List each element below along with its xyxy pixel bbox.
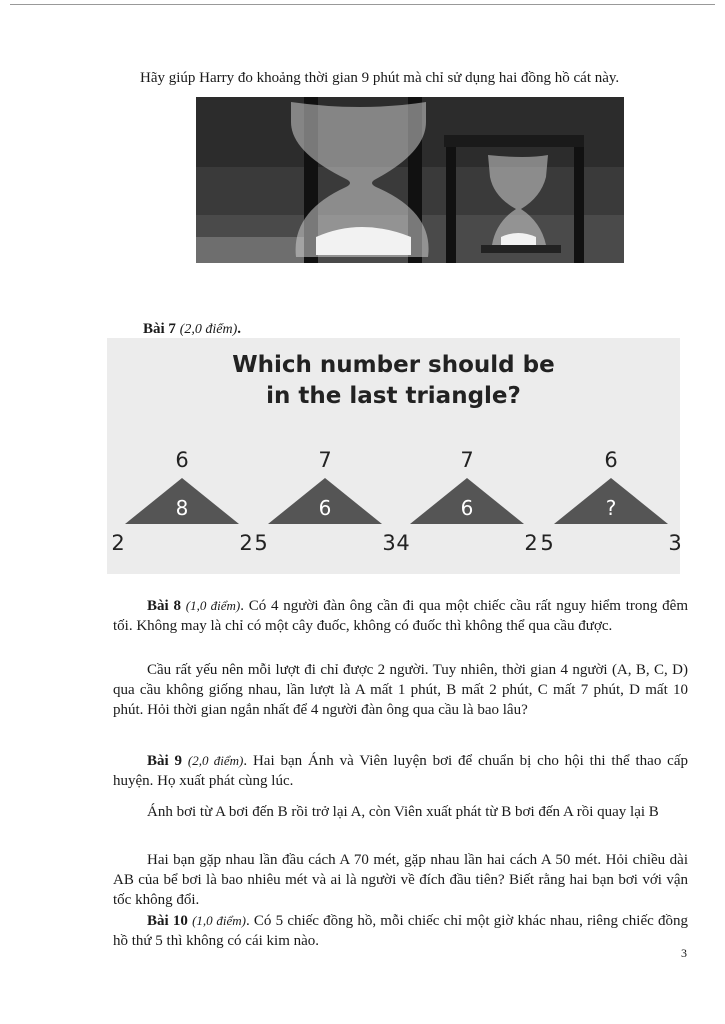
- bai9-label: Bài 9: [147, 753, 183, 769]
- bai9-paragraph-3: [113, 850, 688, 910]
- intro-text: Hãy giúp Harry đo khoảng thời gian 9 phút mà chỉ sử dụng hai đồng hồ cát này.: [140, 70, 620, 86]
- triangle-1-right-number: 2: [239, 531, 253, 555]
- bai9-points: (2,0 điểm): [187, 753, 244, 768]
- triangles-figure: [107, 338, 680, 574]
- bai8-text-2: Cầu rất yếu nên mỗi lượt đi chỉ được 2 người. Tuy nhiên, thời gian 4 người (A, B, C, D) qua cầu không giống nhau, lần lượt là A mất 1 phút, B mất 2 phút, C mất 7 phút, D mất 10 phút. Hỏi thời gian ngắn nhất để 4 người đàn ông qua cầu là bao lâu?: [113, 662, 688, 718]
- bai10-label: Bài 10: [147, 913, 188, 929]
- top-rule: [10, 4, 715, 5]
- triangle-4-center-number: ?: [605, 496, 617, 520]
- bai9-paragraph-2: [113, 802, 688, 822]
- bai10-points: (1,0 điểm): [192, 913, 246, 928]
- triangle-puzzle: [107, 338, 680, 574]
- hourglass-photo: [196, 97, 624, 263]
- bai8-label: Bài 8: [147, 598, 181, 614]
- puzzle-question-line2: in the last triangle?: [266, 383, 521, 409]
- bai9-paragraph-1: [113, 751, 688, 791]
- triangle-4-right-number: 3: [668, 531, 682, 555]
- triangle-4-left-number: 5: [540, 531, 554, 555]
- bai8-paragraph-1: [113, 596, 688, 636]
- bai7-points: (2,0 điểm): [179, 322, 238, 337]
- triangle-2-left-number: 5: [254, 531, 268, 555]
- bai9-text-3: Hai bạn gặp nhau lần đầu cách A 70 mét, gặp nhau lần hai cách A 50 mét. Hỏi chiều dài AB của bể bơi là bao nhiêu mét và ai là người về đích đầu tiên? Biết rằng hai bạn bơi với vận tốc không đổi.: [113, 852, 688, 908]
- triangle-1-top-number: 6: [175, 448, 189, 472]
- puzzle-question-line1: Which number should be: [232, 352, 555, 378]
- triangle-3-right-number: 2: [524, 531, 538, 555]
- bai10-text-1: . Có 5 chiếc đồng hồ, mỗi chiếc chỉ một giờ khác nhau, riêng chiếc đồng hồ thứ 5 thì không có cái kim nào.: [113, 913, 688, 949]
- hourglass-picture: [196, 97, 624, 263]
- bai7-heading: [143, 321, 241, 338]
- triangle-3-left-number: 4: [396, 531, 410, 555]
- triangle-3-top-number: 7: [460, 448, 474, 472]
- bai8-paragraph-2: [113, 660, 688, 720]
- page-number: 3: [681, 946, 687, 960]
- bai9-text-1: . Hai bạn Ánh và Viên luyện bơi để chuẩn bị cho hội thi thể thao cấp huyện. Họ xuất phát cùng lúc.: [113, 753, 688, 789]
- bai7-label: Bài 7: [143, 321, 176, 337]
- bai9-text-2: Ánh bơi từ A bơi đến B rồi trở lại A, còn Viên xuất phát từ B bơi đến A rồi quay lại B: [147, 804, 659, 820]
- bai8-text-1: . Có 4 người đàn ông cần đi qua một chiếc cầu rất nguy hiểm trong đêm tối. Không may là chỉ có một cây đuốc, không có đuốc thì không thể qua cầu được.: [113, 598, 688, 634]
- triangle-2-top-number: 7: [318, 448, 332, 472]
- triangle-2-center-number: 6: [318, 496, 332, 520]
- triangle-2-right-number: 3: [382, 531, 396, 555]
- triangle-4-top-number: 6: [604, 448, 618, 472]
- bai7-end: .: [237, 321, 241, 337]
- triangle-1-left-number: 2: [111, 531, 125, 555]
- bai10-paragraph-1: [113, 911, 688, 951]
- triangle-1-center-number: 8: [175, 496, 189, 520]
- triangle-3-center-number: 6: [460, 496, 474, 520]
- bai8-points: (1,0 điểm): [185, 598, 241, 613]
